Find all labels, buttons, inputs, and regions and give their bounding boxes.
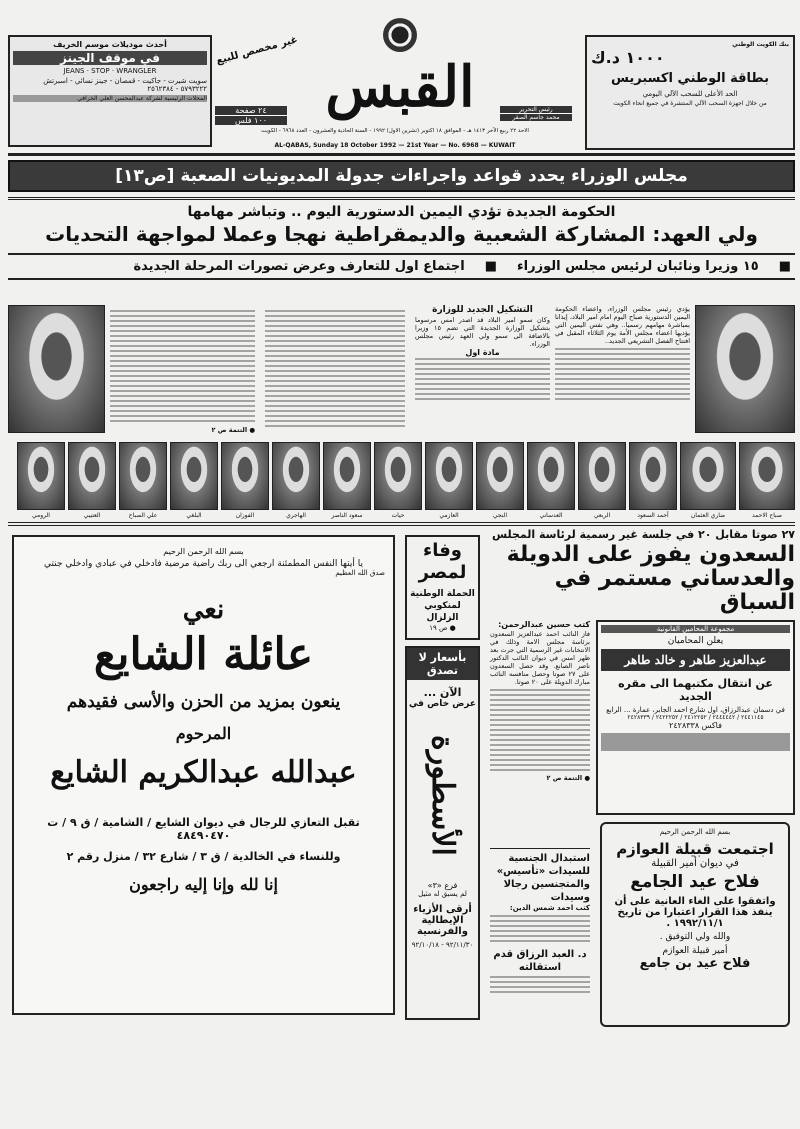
rule bbox=[8, 153, 795, 156]
minister-portrait bbox=[425, 442, 473, 519]
egypt-sub: الحملة الوطنية لمنكوبي الزلزال bbox=[410, 589, 475, 623]
ad-footer-band bbox=[601, 733, 790, 751]
tribe-title: اجتمعت قبيلة العوازم bbox=[616, 840, 774, 858]
ad-bank-title: بطاقة الوطني اكسبريس bbox=[611, 71, 769, 86]
tribe-body: واتفقوا على الغاء العانية على أن ينفذ هذا القرار اعتبارا من تاريخ ١٩٩٢/١١/١ . bbox=[614, 896, 776, 929]
ad-jeans-shop: في موقف الجينز bbox=[13, 51, 207, 65]
tribe-closing: والله ولي التوفيق . bbox=[659, 932, 731, 942]
rule bbox=[8, 522, 795, 526]
minister-caption: الربعي bbox=[593, 512, 611, 519]
obit-late: المرحوم bbox=[175, 724, 232, 743]
lead-bullet: ١٥ وزيرا ونائبان لرئيس مجلس الوزراء bbox=[517, 259, 759, 274]
minister-photo bbox=[739, 442, 795, 510]
minister-photo bbox=[527, 442, 575, 510]
obituary-notice bbox=[12, 535, 395, 1015]
ad-jeans bbox=[8, 35, 212, 147]
lawyers-top: مجموعة المحامين القانونية bbox=[601, 625, 790, 633]
minister-caption: البلغي bbox=[186, 512, 202, 519]
ad-bank-line2: من خلال اجهزة السحب الآلي المنتشرة في جميع انحاء الكويت bbox=[613, 100, 767, 107]
tribe-host: فلاح عيد الجامع bbox=[630, 872, 760, 892]
election-byline: كتب حسين عبدالرحمن: bbox=[498, 620, 590, 629]
logo-sun-icon bbox=[383, 18, 417, 52]
price-box bbox=[215, 106, 287, 125]
tribe-ad bbox=[600, 822, 790, 1027]
minister-portrait bbox=[374, 442, 422, 519]
not-for-sale: غير مخصص للبيع bbox=[215, 34, 299, 67]
minister-caption: الرومي bbox=[32, 512, 50, 519]
minister-photo bbox=[374, 442, 422, 510]
bullet-icon: ■ bbox=[484, 259, 497, 274]
sale-brand: الأسطورة bbox=[425, 734, 460, 856]
minister-caption: حيات bbox=[391, 512, 405, 519]
election-kicker: ٢٧ صوتا مقابل ٢٠ في جلسة غير رسمية لرئاسة المجلس bbox=[491, 528, 795, 541]
sale-note: لم يسبق له مثيل bbox=[418, 890, 467, 898]
obit-women: وللنساء في الخالدية / ق ٣ / شارع ٣٢ / منزل رقم ٢ bbox=[66, 850, 341, 863]
egypt-title: وفاء لمصر bbox=[418, 540, 467, 583]
logo-text: القبس bbox=[325, 54, 475, 120]
ministers-photo-strip bbox=[8, 442, 795, 519]
rule bbox=[8, 197, 795, 200]
minister-caption: ضاري العثمان bbox=[690, 512, 726, 519]
obit-verse: يا أيتها النفس المطمئنة ارجعي الى ربك راضية مرضية فادخلي في عبادي وادخلي جنتي bbox=[44, 559, 363, 569]
minister-photo bbox=[578, 442, 626, 510]
editor-name: محمد جاسم الصقر bbox=[512, 114, 560, 121]
minister-photo bbox=[680, 442, 736, 510]
bullet-icon: ■ bbox=[778, 259, 791, 274]
minister-portrait bbox=[739, 442, 795, 519]
obit-name: عبدالله عبدالكريم الشايع bbox=[50, 755, 357, 790]
minister-caption: أحمد السعود bbox=[637, 512, 669, 519]
minister-caption: الفوزان bbox=[235, 512, 255, 519]
lead-header bbox=[8, 203, 795, 280]
text-lines bbox=[415, 358, 550, 403]
minister-caption: النجي bbox=[492, 512, 508, 519]
tribe-basmala: بسم الله الرحمن الرحيم bbox=[659, 828, 731, 836]
sale-offer: عرض خاص في bbox=[408, 699, 477, 709]
lead-body-1 bbox=[555, 305, 690, 437]
price: ١٠٠ فلس bbox=[234, 116, 268, 125]
egypt-box bbox=[405, 535, 480, 640]
lead-kicker: الحكومة الجديدة تؤدي اليمين الدستورية اليوم .. وتباشر مهامها bbox=[187, 204, 616, 220]
text-lines bbox=[490, 976, 590, 996]
minister-caption: سعود الناصر bbox=[331, 512, 363, 519]
ad-jeans-footer: المحلات الرئيسية لشركة عبدالمحسن العلي الخرافي bbox=[13, 95, 207, 102]
election-more: ● التتمة ص ٢ bbox=[546, 774, 590, 782]
ad-jeans-phones: ٥٧٩٣٢٢٢ - ٢٥٦٢٣٨٤ bbox=[147, 85, 207, 93]
minister-photo bbox=[323, 442, 371, 510]
ad-jeans-brands: JEANS · STOP · WRANGLER bbox=[63, 67, 157, 75]
minister-photo bbox=[119, 442, 167, 510]
lawyers-address: في دسمان عبدالرزاق، اول شارع احمد الجابر، عمارة ... الرابع bbox=[606, 706, 785, 714]
sale-items: أرقى الأزياء الإيطالية والفرنسية bbox=[413, 904, 472, 937]
minister-portrait bbox=[323, 442, 371, 519]
minister-portrait bbox=[578, 442, 626, 519]
ad-jeans-title: أحدث موديلات موسم الخريف bbox=[53, 40, 167, 49]
sale-branch: فرع «٣» bbox=[427, 881, 458, 890]
tribe-sub: في ديوان أمير القبيلة bbox=[651, 858, 739, 869]
lead-body-text: وكان سمو امير البلاد قد اصدر امس مرسوما بتشكيل الوزارة الجديدة التي تضم ١٥ وزيرا بالاضافة الى سمو ولي العهد رئيس مجلس الوزراء. bbox=[415, 316, 551, 348]
minister-photo bbox=[476, 442, 524, 510]
obit-line: ينعون بمزيد من الحزن والأسى فقيدهم bbox=[66, 692, 341, 712]
obit-family: عائلة الشايع bbox=[93, 629, 314, 680]
tribe-sig-label: أمير قبيلة العوازم bbox=[662, 946, 728, 956]
logo bbox=[300, 18, 500, 122]
lead-more: ● التتمة ص ٢ bbox=[211, 426, 255, 434]
nationality-story bbox=[490, 848, 590, 1020]
minister-caption: العدساني bbox=[539, 512, 563, 519]
minister-portrait bbox=[119, 442, 167, 519]
lawyers-names: عبدالعزيز طاهر و خالد طاهر bbox=[601, 649, 790, 671]
lead-body-text: يؤدي رئيس مجلس الوزراء، واعضاء الحكومة اليمين الدستورية صباح اليوم امام امير البلاد، إيذانا بمباشرة مهامهم رسميا.. وهي نفس اليمين التي يؤديها اعضاء مجلس الأمة يوم الثلاثاء المقبل في افتتاح الفصل التشريعي الجديد.. bbox=[555, 305, 690, 345]
lead-subhead: التشكيل الجديد للوزارة bbox=[432, 305, 533, 315]
lawyers-move: عن انتقال مكتبهما الى مقره الجديد bbox=[618, 677, 773, 703]
minister-caption: العازمي bbox=[439, 512, 459, 519]
page-count: ٢٤ صفحة bbox=[215, 106, 287, 116]
sale-header: بأسعار لا تصدق bbox=[407, 648, 478, 680]
obit-men: تقبل التعازي للرجال في ديوان الشايع / الشامية / ق ٩ / ت ٤٨٤٩٠٤٧٠ bbox=[47, 816, 360, 842]
resignation-headline: د. العبد الرزاق قدم استقالته bbox=[493, 949, 587, 973]
ad-jeans-items: سويت شيرت - جاكيت - قمصان - جينز نسائي - اسبرتش bbox=[43, 77, 207, 85]
election-story bbox=[490, 620, 590, 840]
minister-caption: الهاجري bbox=[286, 512, 306, 519]
minister-portrait bbox=[476, 442, 524, 519]
obit-verse-end: صدق الله العظيم bbox=[335, 569, 385, 577]
editor-box bbox=[500, 106, 572, 121]
text-lines bbox=[490, 915, 590, 945]
lead-body-2 bbox=[415, 305, 550, 437]
minister-photo bbox=[170, 442, 218, 510]
obit-naee: نعي bbox=[182, 595, 225, 625]
nationality-byline: كتب احمد شمس الدين: bbox=[509, 904, 590, 912]
lead-bullet: اجتماع اول للتعارف وعرض تصورات المرحلة الجديدة bbox=[133, 259, 465, 274]
ad-bank-card bbox=[585, 35, 795, 150]
lead-subhead: مادة اول bbox=[465, 348, 500, 357]
lead-column-3 bbox=[265, 310, 405, 430]
lead-bullets bbox=[8, 253, 795, 280]
minister-portrait bbox=[17, 442, 65, 519]
sale-ad bbox=[405, 646, 480, 1020]
minister-portrait bbox=[68, 442, 116, 519]
ad-bank-name: بنك الكويت الوطني bbox=[732, 41, 789, 48]
minister-portrait bbox=[170, 442, 218, 519]
nationality-headline: استبدال الجنسية للسيدات «تأسيس» والمتجنسين رجالا وسيدات bbox=[496, 853, 590, 903]
date-line-arabic: الاحد ٢٢ ربيع الآخر ١٤١٣ هـ - الموافق ١٨ اكتوبر (تشرين الاول) ١٩٩٢ - السنة الحادية والعشرون - العدد ٦٩٦٨ - الكويت bbox=[261, 128, 529, 134]
lead-headline: ولي العهد: المشاركة الشعبية والديمقراطية نهجا وعملا لمواجهة التحديات bbox=[45, 222, 758, 246]
sale-dates: ٩٢/١١/٣٠ - ٩٢/١٠/١٨ bbox=[411, 941, 474, 949]
minister-photo bbox=[221, 442, 269, 510]
minister-photo bbox=[272, 442, 320, 510]
minister-photo bbox=[17, 442, 65, 510]
minister-photo bbox=[629, 442, 677, 510]
election-body: فاز النائب احمد عبدالعزيز السعدون برئاسة مجلس الامة وذلك في الانتخابات غير الرسمية التي جرت بعد ظهر امس في ديوان النائب الدكتور ناصر الصانع. وقد حصل السعدون على ٢٧ صوتا وحصل منافسه النائب مبارك الدويلة على ٢٠ صوتا. bbox=[490, 630, 591, 686]
editor-label: رئيس التحرير bbox=[500, 106, 572, 114]
minister-portrait bbox=[629, 442, 677, 519]
text-lines bbox=[555, 348, 690, 403]
egypt-page: ● ص ١٩ bbox=[429, 624, 456, 632]
ad-bank-amount: ١٠٠٠ د.ك bbox=[591, 48, 665, 67]
lawyers-fax: فاكس ٢٤٢٨٣٣٨ bbox=[669, 721, 722, 730]
text-lines bbox=[490, 689, 590, 774]
lead-column-4 bbox=[110, 310, 255, 422]
lawyers-phones: ٢٤٤١١٤٥ / ٢٤٤٤٤٤٢ / ٢٤١٢٢٥٢ / ٢٤٢٢٢٥٢ / ٢٤٢٨٣٣٩ bbox=[627, 714, 764, 721]
sale-now: الآن ... bbox=[423, 686, 462, 699]
tribe-sig: فلاح عيد بن جامع bbox=[639, 956, 751, 971]
minister-portrait bbox=[680, 442, 736, 519]
minister-portrait bbox=[527, 442, 575, 519]
date-line-english: AL-QABAS, Sunday 18 October 1992 — 21st Year — No. 6968 — KUWAIT bbox=[274, 142, 516, 149]
obit-basmala: بسم الله الرحمن الرحيم bbox=[163, 547, 244, 556]
crown-prince-photo bbox=[695, 305, 795, 433]
minister-photo bbox=[425, 442, 473, 510]
minister-caption: صباح الاحمد bbox=[752, 512, 782, 519]
minister-caption: العتيبي bbox=[83, 512, 101, 519]
ad-bank-line1: الحد الأعلى للسحب الآلي اليومي bbox=[642, 90, 738, 98]
obit-closing: إنا لله وإنا إليه راجعون bbox=[129, 875, 278, 894]
minister-photo bbox=[8, 305, 105, 433]
lawyers-ad bbox=[596, 620, 795, 815]
lawyers-announce: يعلن المحاميان bbox=[667, 636, 724, 646]
banner-headline: مجلس الوزراء يحدد قواعد واجراءات جدولة المديونيات الصعبة [ص١٣] bbox=[8, 160, 795, 192]
minister-caption: علي الصباح bbox=[128, 512, 158, 519]
minister-photo bbox=[68, 442, 116, 510]
election-headline: السعدون يفوز على الدويلة والعدساني مستمر في السباق bbox=[506, 542, 795, 615]
minister-portrait bbox=[272, 442, 320, 519]
minister-portrait bbox=[221, 442, 269, 519]
